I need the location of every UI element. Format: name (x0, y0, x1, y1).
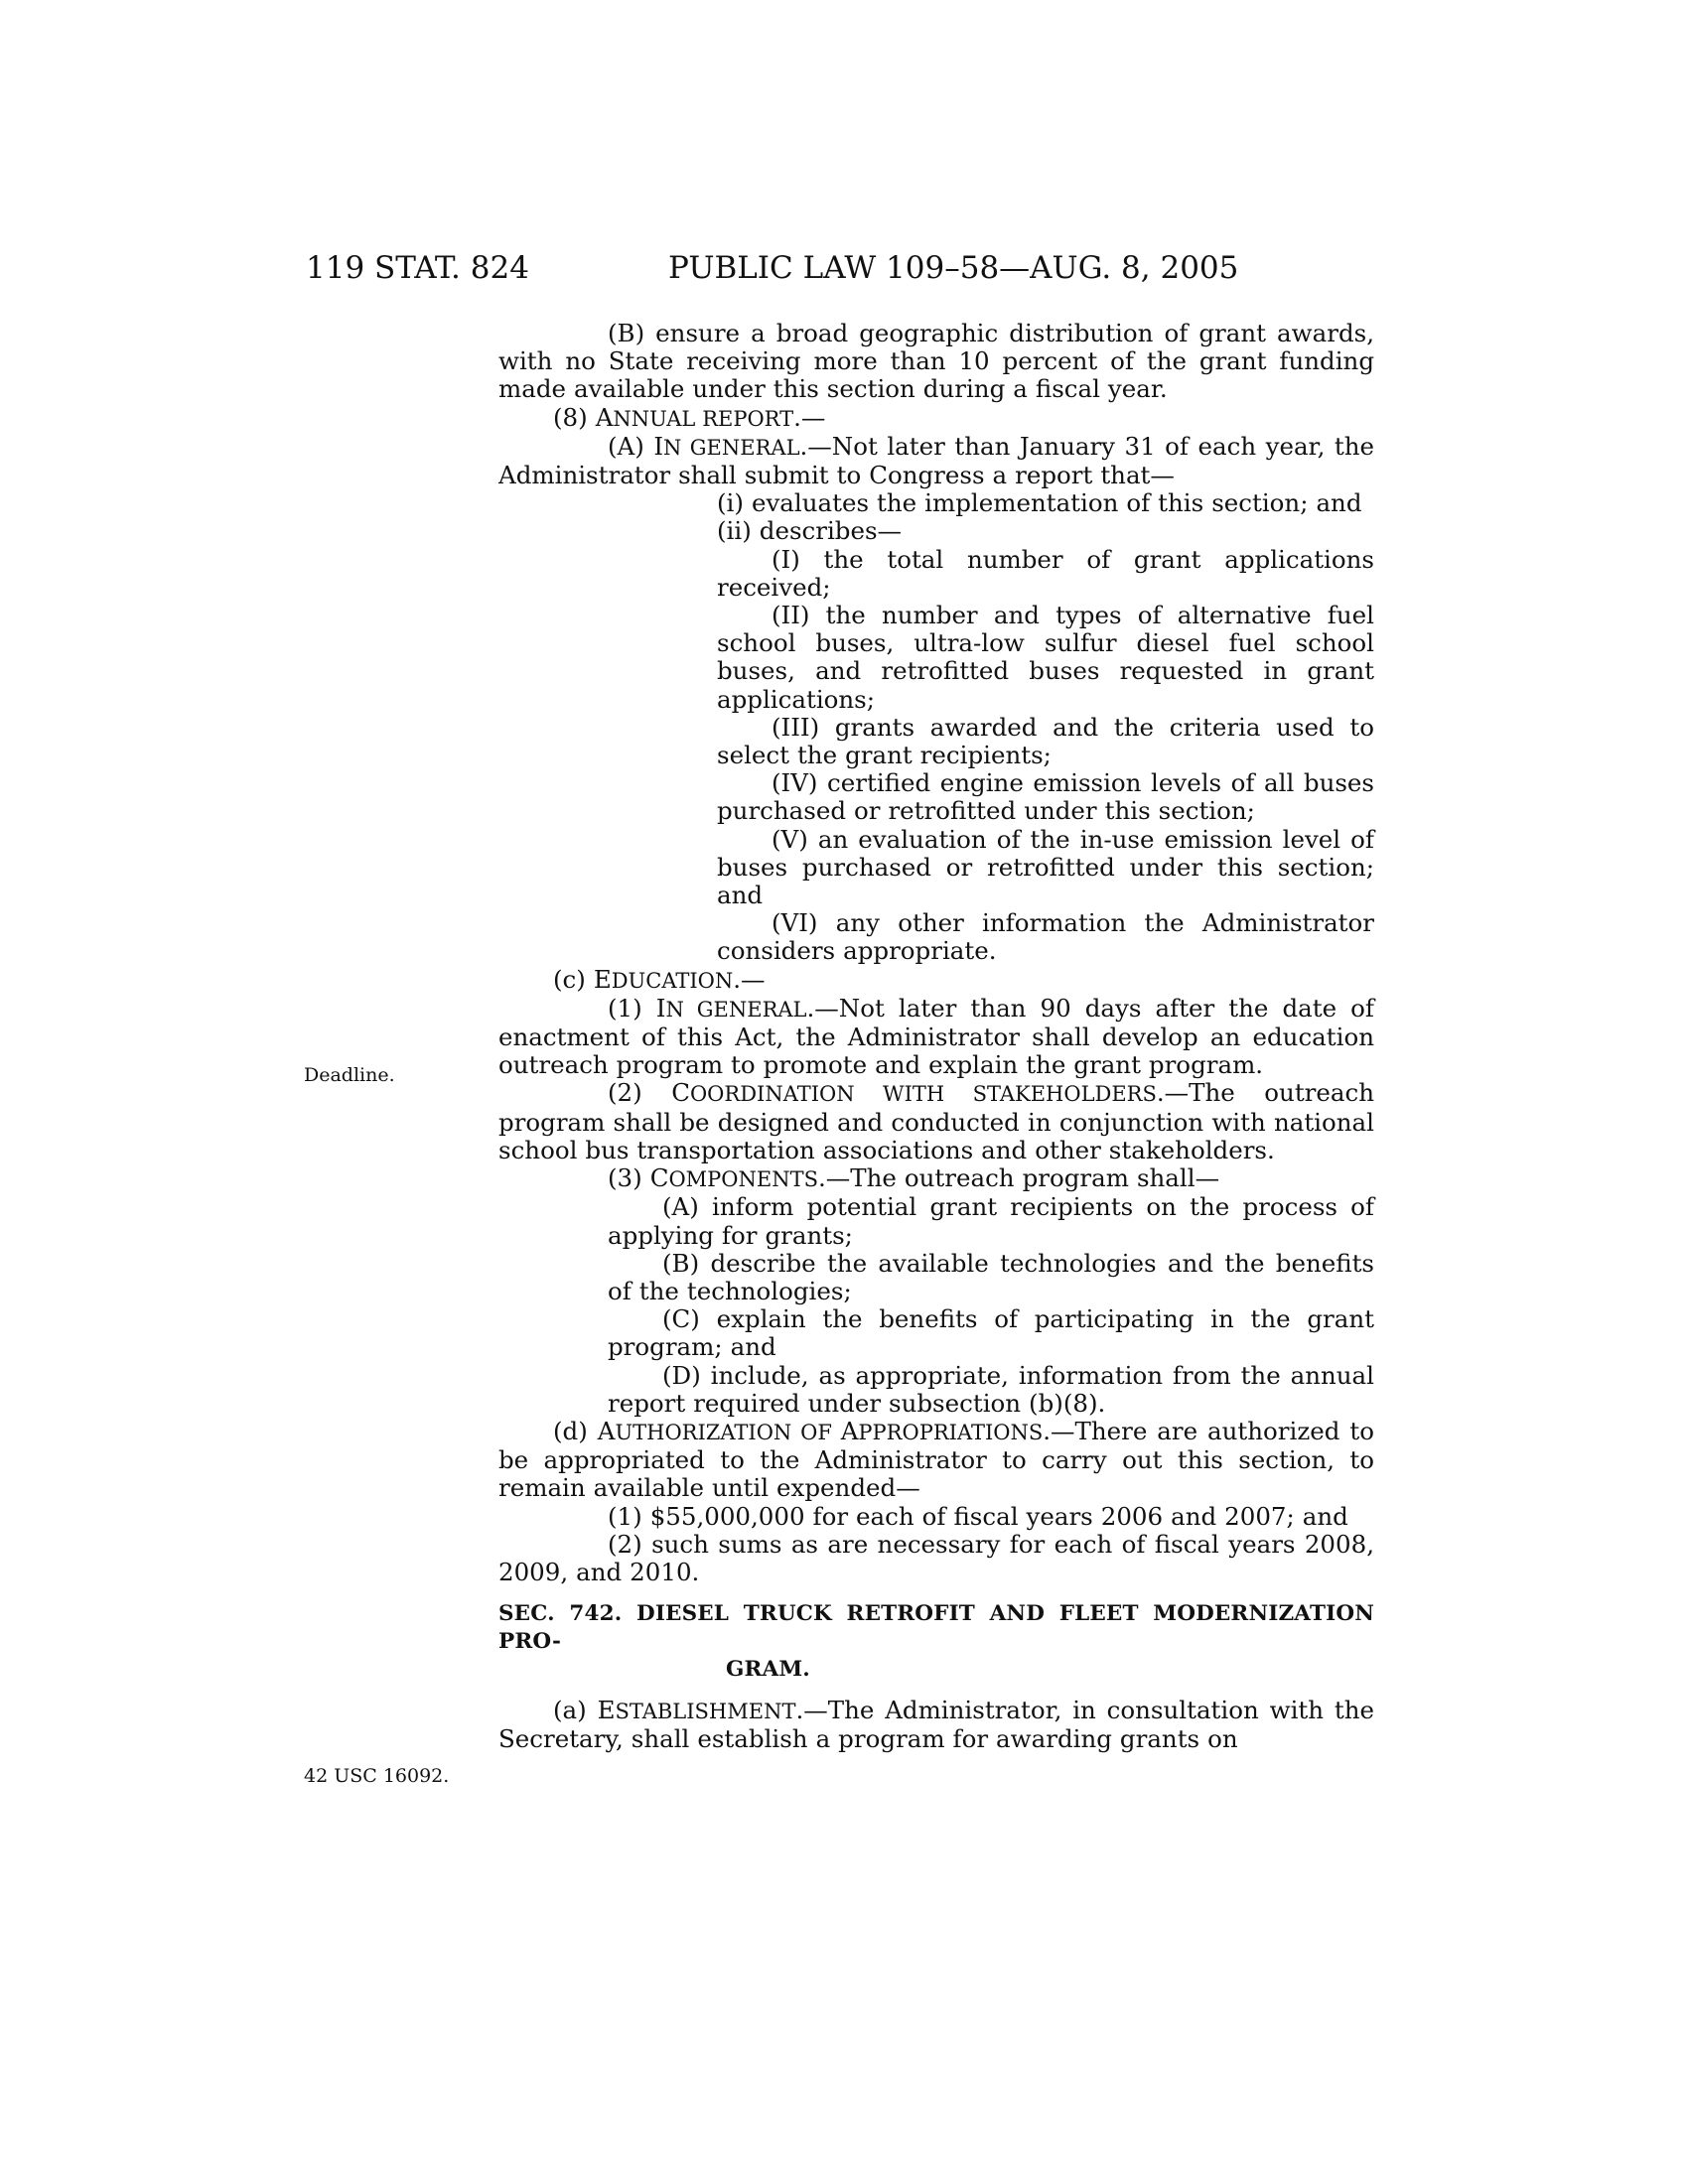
para-1b (498, 319, 1374, 404)
para-IV: (IV) certified engine emission levels of all buses purchased or retrofitted under this section; (717, 768, 1374, 826)
para-label-smallcaps: OMPONENTS (668, 1167, 818, 1192)
para-label: E (593, 964, 612, 994)
para-label-smallcaps: OORDINATION WITH STAKEHOLDERS (689, 1082, 1157, 1107)
para-label-smallcaps: NNUAL REPORT (613, 406, 794, 431)
para-a-in-general (498, 431, 1374, 490)
para-label: E (597, 1696, 616, 1725)
para-label-smallcaps: N GENERAL (665, 997, 807, 1022)
para-label: I (655, 993, 666, 1023)
statute-page-number: 119 STAT. 824 (306, 250, 529, 286)
para-text: .—Not later than 90 days after the date of enactment of this Act, the Administrator shall develop an education outreach program to promote and explain the grant program. (498, 993, 1374, 1080)
para-8-annual-report (498, 404, 1374, 433)
para-label-smallcaps: STABLISHMENT (615, 1700, 796, 1724)
running-header-title: PUBLIC LAW 109–58—AUG. 8, 2005 (668, 250, 1239, 286)
para-a-establishment (498, 1697, 1374, 1753)
para-text: (B) ensure a broad geographic distribution of grant awards, with no State receiving more than 10 percent of the grant funding made available under this section during a fiscal year. (498, 319, 1374, 404)
para-2-sums: (2) such sums as are necessary for each of fiscal years 2008, 2009, and 2010. (498, 1529, 1374, 1586)
para-1-in-general (498, 995, 1374, 1080)
para-I: (I) the total number of grant applications received; (717, 544, 1374, 602)
para-i: (i) evaluates the implementation of this section; and (717, 488, 1362, 518)
para-label: A (595, 402, 614, 432)
margin-note-deadline: Deadline. (304, 1064, 395, 1086)
para-label: A (840, 1416, 859, 1445)
document-body (498, 320, 1374, 1754)
para-text: .—The Administrator, in consultation with the Secretary, shall establish a program for awarding grants on (498, 1696, 1374, 1754)
para-label-smallcaps: DUCATION (611, 968, 734, 993)
para-wrap (498, 433, 1374, 489)
para-num: (a) (553, 1696, 598, 1725)
para-label-smallcaps: PPROPRIATIONS (858, 1420, 1044, 1444)
section-heading (498, 1600, 1374, 1684)
para-num: (d) (553, 1416, 598, 1445)
para-text: .— (793, 402, 826, 432)
para-num: (A) (608, 431, 654, 461)
para-A-inform: (A) inform potential grant recipients on the process of applying for grants; (608, 1192, 1374, 1250)
para-III: (III) grants awarded and the criteria used to select the grant recipients; (717, 712, 1374, 770)
para-num: (3) (608, 1163, 650, 1193)
para-text: .—The outreach program shall— (818, 1163, 1220, 1193)
para-B-describe: (B) describe the available technologies and the benefits of the technologies; (608, 1248, 1374, 1305)
para-3-components (498, 1164, 1374, 1193)
para-label-smallcaps: UTHORIZATION OF (615, 1420, 841, 1444)
para-II: (II) the number and types of alternative fuel school buses, ultra-low sulfur diesel fuel school buses, and retrofitted buses requested in grant applications; (717, 601, 1374, 714)
para-1-amount: (1) $55,000,000 for each of fiscal years 2006 and 2007; and (608, 1501, 1348, 1531)
para-label: C (671, 1078, 690, 1108)
section-heading-line1: SEC. 742. DIESEL TRUCK RETROFIT AND FLEET MODERNIZATION PRO- (498, 1601, 1374, 1655)
para-C-explain: (C) explain the benefits of participating in the grant program; and (608, 1304, 1374, 1362)
para-label-smallcaps: N GENERAL (663, 435, 800, 460)
para-label: A (597, 1416, 616, 1445)
para-D-include: (D) include, as appropriate, information from the annual report required under subsection (b)(8). (608, 1360, 1374, 1418)
para-d-authorization (498, 1418, 1374, 1503)
para-VI: (VI) any other information the Administrator considers appropriate. (717, 908, 1374, 966)
para-label: I (653, 431, 664, 461)
para-num: (8) (553, 402, 596, 432)
para-num: (c) (553, 964, 594, 994)
para-label: C (649, 1163, 669, 1193)
para-2-coordination (498, 1079, 1374, 1164)
para-V: (V) an evaluation of the in-use emission level of buses purchased or retrofitted under this section; and (717, 824, 1374, 910)
para-c-education (498, 966, 1374, 995)
para-text: .—There are authorized to be appropriated to the Administrator to carry out this section, to remain available until expended— (498, 1416, 1374, 1503)
para-text: .—Not later than January 31 of each year, the Administrator shall submit to Congress a report that— (498, 431, 1374, 490)
margin-note-usc-citation: 42 USC 16092. (304, 1765, 450, 1787)
para-text: .— (733, 964, 766, 994)
section-heading-line2: GRAM. (726, 1657, 810, 1683)
para-num: (2) (608, 1078, 672, 1108)
para-text: .—The outreach program shall be designed and conducted in conjunction with national school bus transportation associations and other stakeholders. (498, 1078, 1374, 1164)
para-num: (1) (608, 993, 656, 1023)
para-ii: (ii) describes— (717, 516, 903, 546)
